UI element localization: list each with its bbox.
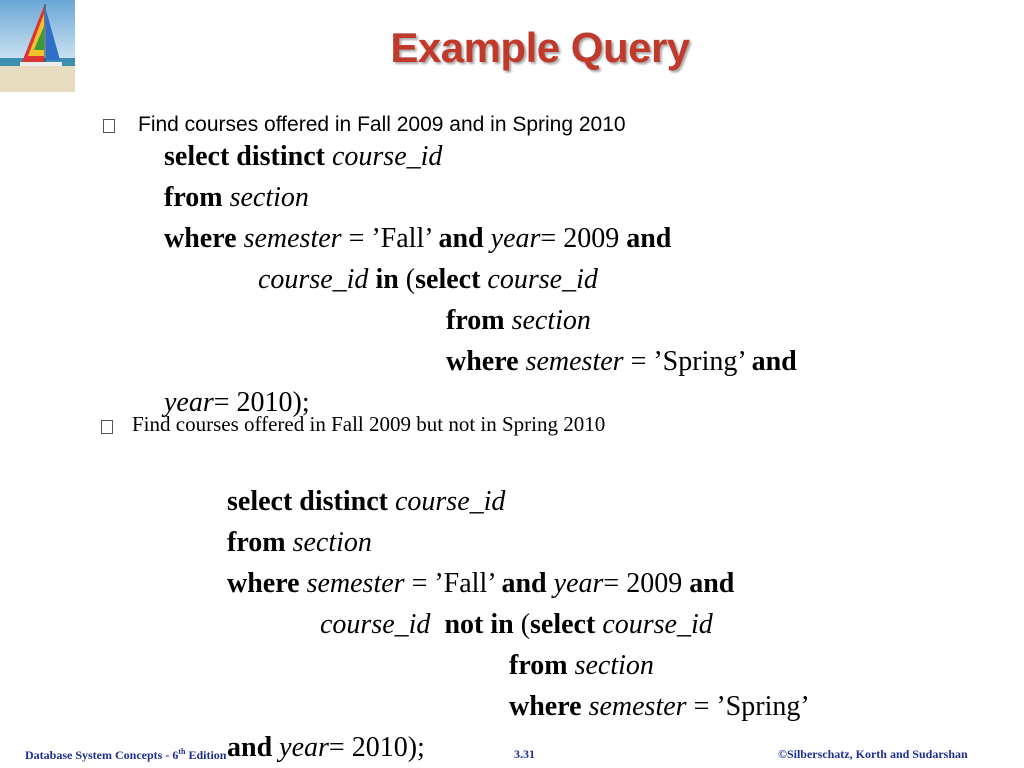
query-1-line-2: from section bbox=[164, 182, 309, 213]
query-2-line-2: from section bbox=[227, 527, 372, 558]
query-1-line-5: from section bbox=[446, 305, 591, 336]
query-2-line-4: course_id not in (select course_id bbox=[320, 609, 713, 640]
query-1-line-7: year= 2010); bbox=[164, 387, 310, 418]
query-1-line-3: where semester = ’Fall’ and year= 2009 and bbox=[164, 223, 672, 254]
bullet-2-text: Find courses offered in Fall 2009 but not in Spring 2010 bbox=[132, 412, 606, 436]
footer-copyright: ©Silberschatz, Korth and Sudarshan bbox=[778, 747, 968, 761]
query-2-line-6: where semester = ’Spring’ bbox=[509, 691, 810, 722]
slide-title: Example Query bbox=[390, 24, 690, 71]
bullet-icon bbox=[103, 119, 115, 133]
footer-page-number: 3.31 bbox=[514, 747, 535, 761]
query-1-line-6: where semester = ’Spring’ and bbox=[446, 346, 797, 377]
query-1-line-1: select distinct course_id bbox=[164, 141, 443, 172]
query-2-line-7: and year= 2010); bbox=[227, 732, 425, 763]
query-2-line-5: from section bbox=[509, 650, 654, 681]
query-1-line-4: course_id in (select course_id bbox=[258, 264, 598, 295]
footer-book-title: Database System Concepts - 6th Edition bbox=[25, 747, 227, 762]
query-2-line-1: select distinct course_id bbox=[227, 486, 506, 517]
bullet-1-text: Find courses offered in Fall 2009 and in Spring 2010 bbox=[138, 113, 626, 136]
query-2-line-3: where semester = ’Fall’ and year= 2009 and bbox=[227, 568, 735, 599]
bullet-icon bbox=[101, 420, 113, 434]
